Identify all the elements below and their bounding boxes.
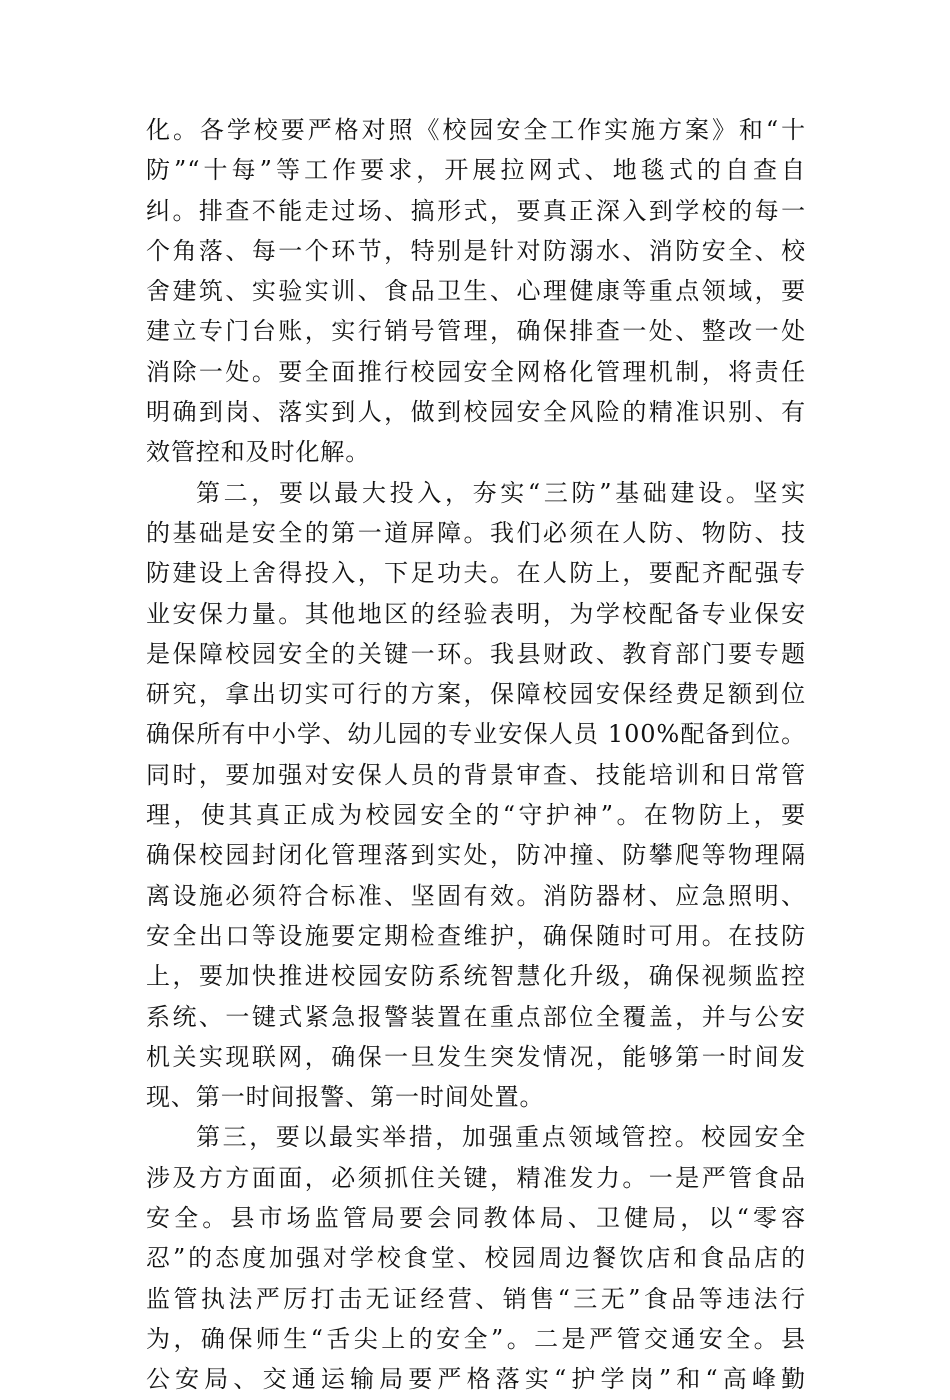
text-line: 效管控和及时化解。	[146, 438, 371, 467]
text-line: 确保校园封闭化管理落到实处，防冲撞、防攀爬等物理隔	[146, 841, 806, 870]
text-line: 是保障校园安全的关键一环。我县财政、教育部门要专题	[146, 639, 806, 668]
text-line: 理，使其真正成为校园安全的“守护神”。在物防上，要	[146, 801, 806, 830]
text-line: 建立专门台账，实行销号管理，确保排查一处、整改一处	[146, 317, 806, 346]
paragraph-first-line: 第二，要以最大投入，夯实“三防”基础建设。坚实	[196, 478, 806, 507]
text-line: 明确到岗、落实到人，做到校园安全风险的精准识别、有	[146, 398, 806, 427]
text-line: 业安保力量。其他地区的经验表明，为学校配备专业保安	[146, 599, 806, 628]
text-line: 监管执法严厉打击无证经营、销售“三无”食品等违法行	[146, 1284, 806, 1313]
text-line: 防”“十每”等工作要求，开展拉网式、地毯式的自查自	[146, 156, 806, 185]
text-line: 纠。排查不能走过场、搞形式，要真正深入到学校的每一	[146, 196, 806, 225]
text-line: 现、第一时间报警、第一时间处置。	[146, 1083, 545, 1112]
text-line: 个角落、每一个环节，特别是针对防溺水、消防安全、校	[146, 236, 806, 265]
text-line: 舍建筑、实验实训、食品卫生、心理健康等重点领域，要	[146, 277, 806, 306]
text-line: 涉及方方面面，必须抓住关键，精准发力。一是严管食品	[146, 1163, 806, 1192]
text-line: 系统、一键式紧急报警装置在重点部位全覆盖，并与公安	[146, 1002, 806, 1031]
text-line: 上，要加快推进校园安防系统智慧化升级，确保视频监控	[146, 962, 806, 991]
text-line: 消除一处。要全面推行校园安全网格化管理机制，将责任	[146, 357, 806, 386]
text-line: 防建设上舍得投入，下足功夫。在人防上，要配齐配强专	[146, 559, 806, 588]
text-line: 化。各学校要严格对照《校园安全工作实施方案》和“十	[146, 116, 806, 144]
text-line: 机关实现联网，确保一旦发生突发情况，能够第一时间发	[146, 1042, 806, 1071]
text-line: 忍”的态度加强对学校食堂、校园周边餐饮店和食品店的	[146, 1244, 806, 1273]
text-line: 的基础是安全的第一道屏障。我们必须在人防、物防、技	[146, 518, 806, 547]
text-line: 离设施必须符合标准、坚固有效。消防器材、应急照明、	[146, 881, 806, 910]
text-line: 确保所有中小学、幼儿园的专业安保人员 100%配备到位。	[146, 720, 806, 749]
text-line: 安全。县市场监管局要会同教体局、卫健局，以“零容	[146, 1204, 806, 1233]
body-text	[146, 110, 806, 1400]
text-line: 公安局、交通运输局要严格落实“护学岗”和“高峰勤	[146, 1365, 806, 1394]
text-line: 同时，要加强对安保人员的背景审查、技能培训和日常管	[146, 760, 806, 789]
text-line: 研究，拿出切实可行的方案，保障校园安保经费足额到位	[146, 680, 806, 709]
text-line: 安全出口等设施要定期检查维护，确保随时可用。在技防	[146, 921, 806, 950]
paragraph-first-line: 第三，要以最实举措，加强重点领域管控。校园安全	[196, 1123, 806, 1152]
text-line: 为，确保师生“舌尖上的安全”。二是严管交通安全。县	[146, 1324, 806, 1353]
